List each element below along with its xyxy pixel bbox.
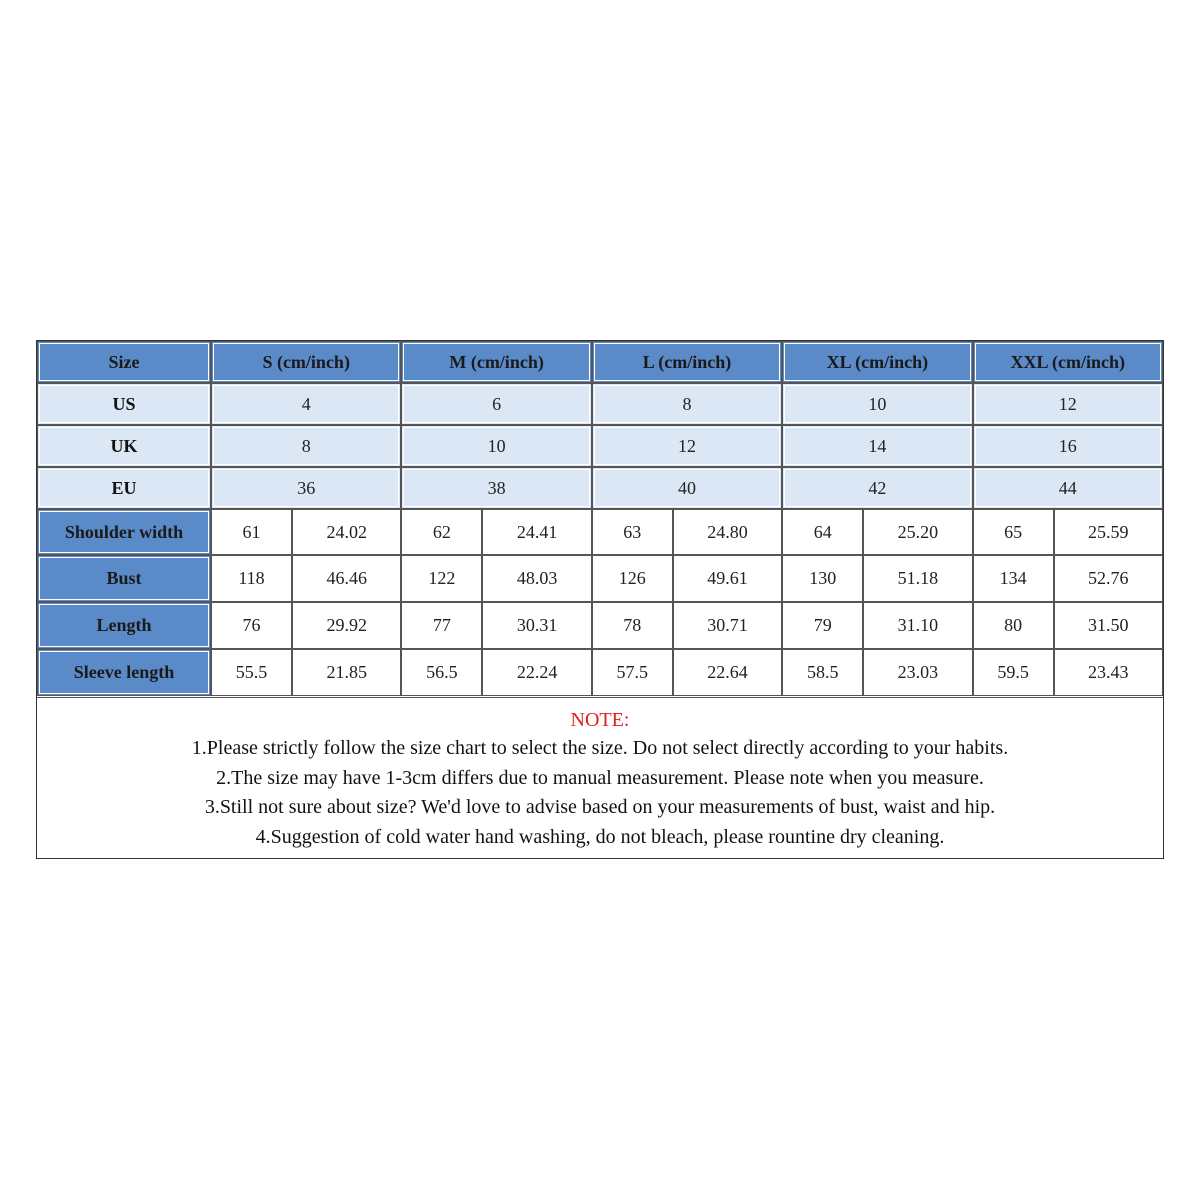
inch-value-cell: 24.41 xyxy=(482,509,591,555)
inch-value-cell: 22.24 xyxy=(482,649,591,696)
row-label: UK xyxy=(37,425,211,467)
note-line-1: 1.Please strictly follow the size chart to select the size. Do not select directly according to your habits. xyxy=(191,737,1009,759)
cm-value-cell: 118 xyxy=(211,555,292,602)
row-label: Bust xyxy=(37,555,211,602)
region-size-cell: 42 xyxy=(782,467,972,509)
header-size-0: S (cm/inch) xyxy=(211,341,401,383)
region-size-cell: 4 xyxy=(211,383,401,425)
row-label: Length xyxy=(37,602,211,649)
region-size-cell: 12 xyxy=(973,383,1163,425)
region-size-cell: 10 xyxy=(401,425,591,467)
note-line-2: 2.The size may have 1-3cm differs due to manual measurement. Please note when you measure. xyxy=(216,766,984,789)
inch-value-cell: 25.20 xyxy=(863,509,972,555)
cm-value-cell: 76 xyxy=(211,602,292,649)
region-size-cell: 8 xyxy=(592,383,782,425)
cm-value-cell: 59.5 xyxy=(973,649,1054,696)
cm-value-cell: 57.5 xyxy=(592,649,673,696)
cm-value-cell: 61 xyxy=(211,509,292,555)
notes-section xyxy=(37,697,1163,858)
cm-value-cell: 122 xyxy=(401,555,482,602)
inch-value-cell: 22.64 xyxy=(673,649,782,696)
region-size-cell: 16 xyxy=(973,425,1163,467)
inch-value-cell: 21.85 xyxy=(292,649,401,696)
cm-value-cell: 77 xyxy=(401,602,482,649)
inch-value-cell: 30.31 xyxy=(482,602,591,649)
region-size-cell: 38 xyxy=(401,467,591,509)
row-label: Sleeve length xyxy=(37,649,211,696)
cm-value-cell: 130 xyxy=(782,555,863,602)
region-size-cell: 8 xyxy=(211,425,401,467)
region-size-cell: 12 xyxy=(592,425,782,467)
size-chart xyxy=(36,340,1164,859)
note-line-4: 4.Suggestion of cold water hand washing, do not bleach, please rountine dry cleaning. xyxy=(255,825,945,848)
inch-value-cell: 51.18 xyxy=(863,555,972,602)
inch-value-cell: 23.43 xyxy=(1054,649,1163,696)
region-size-cell: 6 xyxy=(401,383,591,425)
region-size-cell: 14 xyxy=(782,425,972,467)
region-size-cell: 40 xyxy=(592,467,782,509)
inch-value-cell: 31.10 xyxy=(863,602,972,649)
cm-value-cell: 134 xyxy=(973,555,1054,602)
cm-value-cell: 56.5 xyxy=(401,649,482,696)
cm-value-cell: 58.5 xyxy=(782,649,863,696)
inch-value-cell: 31.50 xyxy=(1054,602,1163,649)
region-size-cell: 10 xyxy=(782,383,972,425)
cm-value-cell: 80 xyxy=(973,602,1054,649)
inch-value-cell: 24.80 xyxy=(673,509,782,555)
row-label: US xyxy=(37,383,211,425)
inch-value-cell: 49.61 xyxy=(673,555,782,602)
cm-value-cell: 64 xyxy=(782,509,863,555)
cm-value-cell: 126 xyxy=(592,555,673,602)
region-size-cell: 44 xyxy=(973,467,1163,509)
inch-value-cell: 46.46 xyxy=(292,555,401,602)
cm-value-cell: 63 xyxy=(592,509,673,555)
inch-value-cell: 48.03 xyxy=(482,555,591,602)
row-label: EU xyxy=(37,467,211,509)
header-size-label: Size xyxy=(37,341,211,383)
inch-value-cell: 30.71 xyxy=(673,602,782,649)
header-size-2: L (cm/inch) xyxy=(592,341,782,383)
cm-value-cell: 62 xyxy=(401,509,482,555)
inch-value-cell: 52.76 xyxy=(1054,555,1163,602)
inch-value-cell: 23.03 xyxy=(863,649,972,696)
note-line-3: 3.Still not sure about size? We'd love to advise based on your measurements of bust, waist and hip. xyxy=(204,796,996,818)
header-size-1: M (cm/inch) xyxy=(401,341,591,383)
inch-value-cell: 29.92 xyxy=(292,602,401,649)
region-size-cell: 36 xyxy=(211,467,401,509)
inch-value-cell: 25.59 xyxy=(1054,509,1163,555)
inch-value-cell: 24.02 xyxy=(292,509,401,555)
cm-value-cell: 78 xyxy=(592,602,673,649)
cm-value-cell: 55.5 xyxy=(211,649,292,696)
row-label: Shoulder width xyxy=(37,509,211,555)
cm-value-cell: 65 xyxy=(973,509,1054,555)
header-size-3: XL (cm/inch) xyxy=(782,341,972,383)
header-size-4: XXL (cm/inch) xyxy=(973,341,1163,383)
note-title: NOTE: xyxy=(570,709,630,731)
cm-value-cell: 79 xyxy=(782,602,863,649)
